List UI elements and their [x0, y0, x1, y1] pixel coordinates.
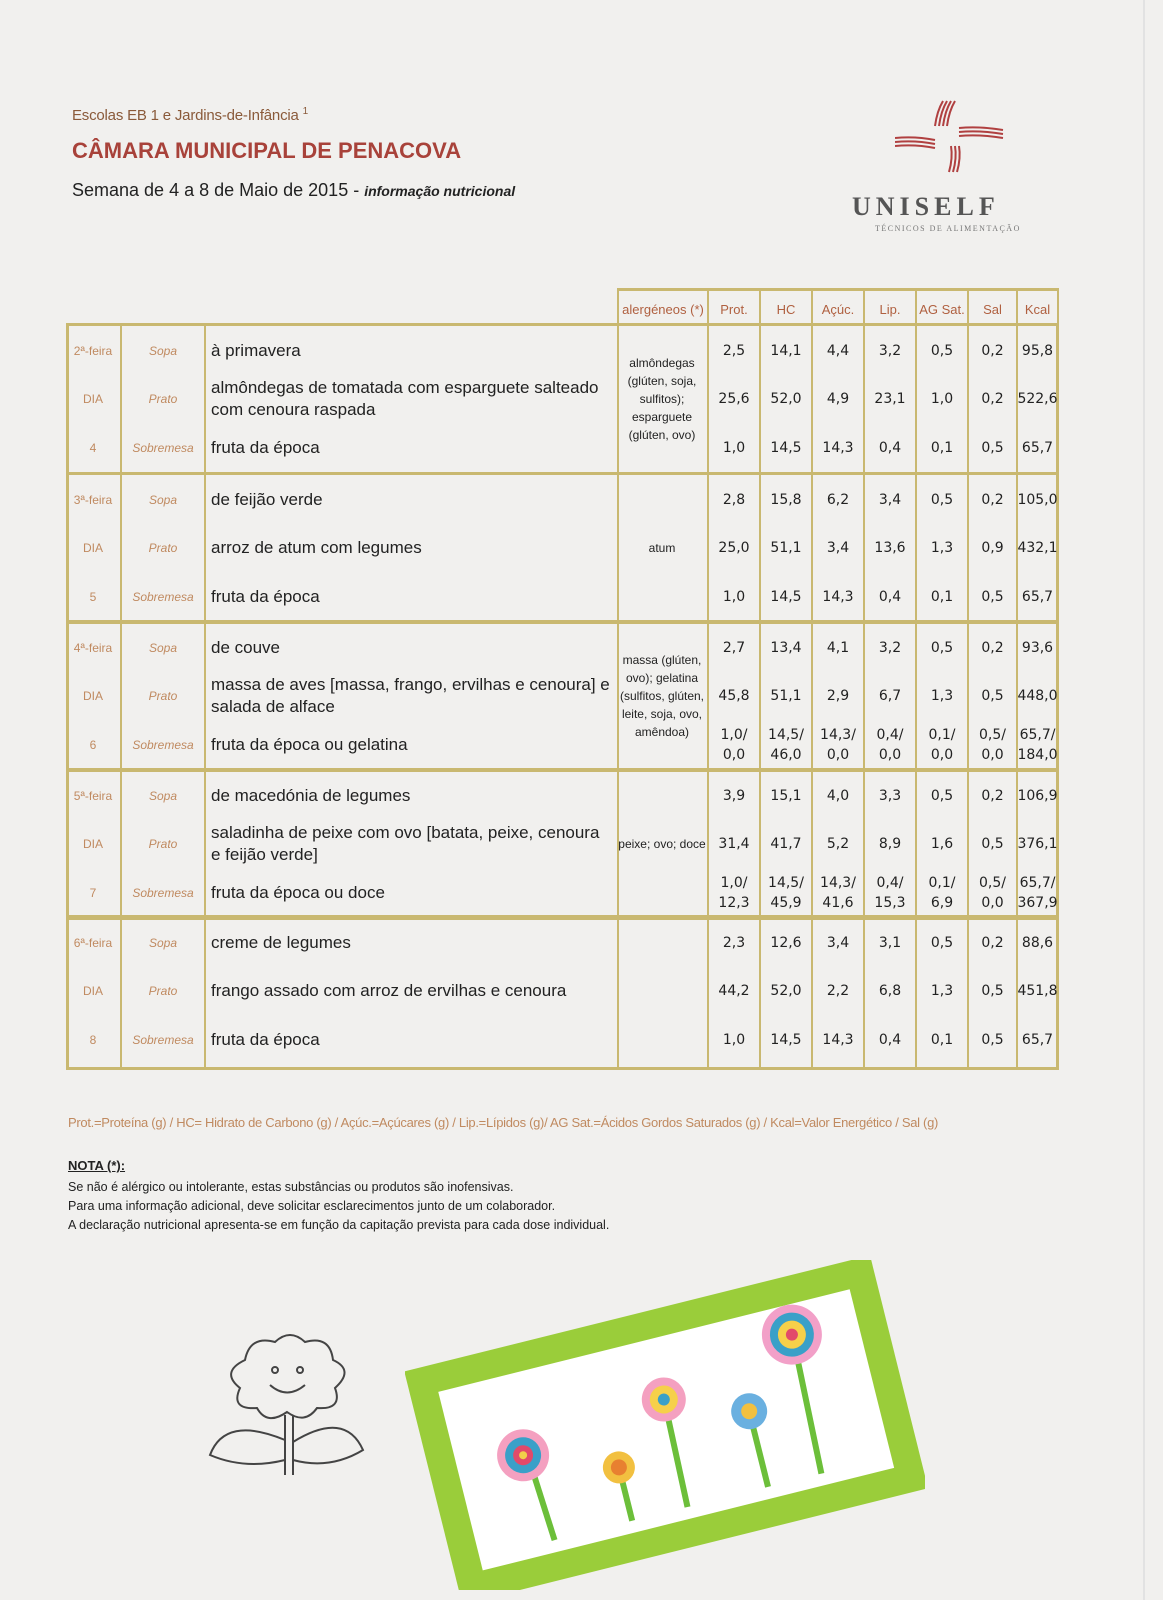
nutrition-value: 1,6: [930, 836, 954, 852]
nutrition-value: 2,5: [722, 343, 746, 359]
nutrition-value: 6,2: [826, 492, 850, 508]
nutrition-value: 2,8: [722, 492, 746, 508]
nutrition-value: 14,1: [770, 343, 802, 359]
nutrition-value: 0,2: [981, 343, 1004, 359]
nutrition-value: 14,5: [770, 589, 802, 605]
nutrition-value: 3,2: [878, 343, 902, 359]
day-label: 2ª-feira: [73, 344, 113, 358]
nutrition-value: 93,6: [1021, 640, 1054, 656]
column-divider: [204, 915, 206, 1070]
col-header-acuc: Açúc.: [821, 302, 855, 317]
nutrition-value: 14,3/ 41,6: [820, 875, 856, 911]
nutrition-value: 6,7: [878, 688, 902, 704]
nutrition-value: 14,5/ 46,0: [768, 727, 804, 763]
nutrition-value: 0,2: [981, 935, 1004, 951]
col-header-allergens: alergéneos (*): [622, 302, 704, 317]
col-header-prot: Prot.: [720, 302, 748, 317]
dish-name: saladinha de peixe com ovo [batata, peixe, cenoura e feijão verde]: [211, 823, 600, 864]
nutrition-value: 4,1: [826, 640, 850, 656]
nutrition-value: 0,2: [981, 640, 1004, 656]
nutrition-value: 0,5: [981, 983, 1004, 999]
week-line: Semana de 4 a 8 de Maio de 2015 - informação nutricional: [72, 180, 516, 200]
nutrition-value: 0,5: [930, 492, 954, 508]
logo-tagline: TÉCNICOS DE ALIMENTAÇÃO: [875, 224, 1021, 233]
page-edge: [1143, 0, 1145, 1600]
day-label: 4ª-feira: [73, 641, 113, 655]
nutrition-value: 0,5/ 0,0: [979, 875, 1006, 911]
col-header-hc: HC: [776, 302, 796, 317]
col-header-lip: Lip.: [879, 302, 901, 317]
nutrition-value: 1,0: [930, 391, 954, 407]
nutrition-value: 0,5/ 0,0: [979, 727, 1006, 763]
nutrition-value: 0,5: [981, 836, 1004, 852]
day-label: 3ª-feira: [73, 493, 113, 507]
course-label: Prato: [148, 984, 178, 998]
nutrition-value: 15,1: [770, 788, 802, 804]
dish-name: arroz de atum com legumes: [211, 538, 422, 557]
nutrition-value: 0,4: [878, 589, 902, 605]
nutrition-value: 4,0: [826, 788, 850, 804]
day-label: DIA: [82, 984, 103, 998]
nutrition-value: 376,1: [1017, 836, 1058, 852]
nutrition-value: 1,3: [930, 688, 954, 704]
allergens-cell: atum: [648, 541, 676, 555]
day-label: DIA: [82, 837, 103, 851]
flower-picture-frame: [405, 1260, 925, 1590]
col-header-sal: Sal: [983, 302, 1002, 317]
course-label: Sopa: [148, 641, 178, 655]
nutrition-value: 14,3: [822, 589, 854, 605]
nutrition-value: 3,4: [826, 540, 850, 556]
nutrition-value: 448,0: [1017, 688, 1058, 704]
day-label: 6ª-feira: [73, 936, 113, 950]
dish-name: fruta da época: [211, 1030, 320, 1049]
nutrition-value: 51,1: [770, 540, 802, 556]
nutrition-value: 1,0: [722, 1032, 746, 1048]
dish-name: fruta da época: [211, 438, 320, 457]
dish-name: creme de legumes: [211, 933, 351, 952]
nutrition-value: 2,7: [722, 640, 746, 656]
nutrition-value: 13,6: [874, 540, 906, 556]
nota-line: A declaração nutricional apresenta-se em função da capitação prevista para cada dose individual.: [68, 1218, 610, 1232]
nutrition-value: 0,4/ 0,0: [876, 727, 904, 763]
nota-line: Se não é alérgico ou intolerante, estas substâncias ou produtos são inofensivas.: [68, 1180, 514, 1194]
nutrition-value: 0,1: [930, 1032, 954, 1048]
nutrition-value: 105,0: [1017, 492, 1058, 508]
nutrition-value: 13,4: [770, 640, 802, 656]
nutrition-value: 65,7: [1021, 589, 1054, 605]
course-label: Sobremesa: [132, 1033, 194, 1047]
nutrition-value: 3,9: [722, 788, 746, 804]
course-label: Prato: [148, 689, 178, 703]
nutrition-value: 3,2: [878, 640, 902, 656]
day-label: DIA: [82, 689, 103, 703]
nutrition-value: 106,9: [1017, 788, 1058, 804]
nutrition-value: 1,3: [930, 983, 954, 999]
nutrition-value: 5,2: [826, 836, 850, 852]
nutrition-value: 0,2: [981, 492, 1004, 508]
allergens-cell: massa (glúten, ovo); gelatina (sulfitos, glúten, leite, soja, ovo, amêndoa): [619, 653, 705, 739]
column-divider: [204, 323, 206, 475]
nutrition-value: 23,1: [874, 391, 906, 407]
dish-name: de feijão verde: [211, 490, 323, 509]
legend: Prot.=Proteína (g) / HC= Hidrato de Carbono (g) / Açúc.=Açúcares (g) / Lip.=Lípidos (g)/ AG Sat.=Ácidos Gordos Saturados (g) / Kcal=Valor Energético / Sal (g): [68, 1115, 939, 1130]
nutrition-value: 14,5/ 45,9: [768, 875, 804, 911]
dish-name: massa de aves [massa, frango, ervilhas e cenoura] e salada de alface: [211, 675, 610, 716]
nutrition-value: 65,7/ 184,0: [1017, 727, 1058, 763]
nutrition-value: 14,3/ 0,0: [820, 727, 856, 763]
nota-line: Para uma informação adicional, deve solicitar esclarecimentos junto de um colaborador.: [68, 1199, 556, 1213]
nutrition-value: 6,8: [878, 983, 902, 999]
col-header-kcal: Kcal: [1024, 302, 1051, 317]
nutrition-value: 0,2: [981, 391, 1004, 407]
nutrition-value: 31,4: [718, 836, 750, 852]
course-label: Prato: [148, 392, 178, 406]
dish-name: fruta da época ou doce: [211, 883, 385, 902]
nutrition-value: 2,9: [826, 688, 850, 704]
nutrition-value: 1,0: [722, 440, 746, 456]
dish-name: almôndegas de tomatada com esparguete salteado com cenoura raspada: [211, 378, 599, 419]
course-label: Sobremesa: [132, 886, 194, 900]
nutrition-value: 3,3: [878, 788, 902, 804]
nutrition-value: 0,5: [930, 935, 954, 951]
logo-name: UNISELF: [852, 192, 1000, 221]
nutrition-value: 0,1: [930, 440, 954, 456]
course-label: Sobremesa: [132, 590, 194, 604]
nutrition-value: 15,8: [770, 492, 802, 508]
nutrition-value: 3,4: [826, 935, 850, 951]
nutrition-value: 25,6: [718, 391, 750, 407]
school-line: Escolas EB 1 e Jardins-de-Infância $^1$: [72, 106, 309, 124]
nutrition-value: 522,6: [1017, 391, 1058, 407]
nutrition-value: 2,3: [722, 935, 746, 951]
dish-name: à primavera: [211, 341, 301, 360]
nutrition-value: 3,1: [878, 935, 902, 951]
nutrition-value: 65,7/ 367,9: [1017, 875, 1058, 911]
day-label: 6: [89, 738, 97, 752]
course-label: Sobremesa: [132, 738, 194, 752]
smiling-flower-icon: [205, 1330, 375, 1480]
nutrition-value: 2,2: [826, 983, 850, 999]
nutrition-value: 25,0: [718, 540, 750, 556]
day-label: DIA: [82, 392, 103, 406]
nutrition-value: 14,3: [822, 1032, 854, 1048]
page-title: CÂMARA MUNICIPAL DE PENACOVA: [72, 138, 462, 163]
nutrition-value: 41,7: [770, 836, 802, 852]
nutrition-value: 0,1/ 0,0: [928, 727, 956, 763]
dish-name: fruta da época ou gelatina: [211, 735, 408, 754]
course-label: Prato: [148, 541, 178, 555]
nutrition-value: 432,1: [1017, 540, 1058, 556]
nutrition-value: 0,5: [930, 788, 954, 804]
nutrition-value: 52,0: [770, 391, 802, 407]
nutrition-value: 0,5: [930, 640, 954, 656]
nutrition-value: 0,5: [981, 1032, 1004, 1048]
nutrition-value: 52,0: [770, 983, 802, 999]
nutrition-value: 1,0/ 0,0: [720, 727, 748, 763]
nutrition-value: 14,5: [770, 440, 802, 456]
column-divider: [204, 620, 206, 772]
nutrition-value: 45,8: [718, 688, 750, 704]
nutrition-value: 0,4: [878, 440, 902, 456]
col-header-ag-sat: AG Sat.: [919, 302, 965, 317]
nutrition-value: 1,0: [722, 589, 746, 605]
nutrition-value: 0,1: [930, 589, 954, 605]
allergens-cell: [617, 918, 707, 1067]
course-label: Sobremesa: [132, 441, 194, 455]
nutrition-value: 1,3: [930, 540, 954, 556]
day-label: 7: [89, 886, 97, 900]
nutrition-value: 44,2: [718, 983, 750, 999]
day-label: 4: [89, 441, 97, 455]
nutrition-value: 4,9: [826, 391, 850, 407]
nutrition-value: 8,9: [878, 836, 902, 852]
nutrition-value: 451,8: [1017, 983, 1058, 999]
nutrition-value: 0,9: [981, 540, 1004, 556]
nutrition-value: 88,6: [1021, 935, 1054, 951]
nutrition-value: 65,7: [1021, 1032, 1054, 1048]
course-label: Sopa: [148, 936, 178, 950]
column-divider: [204, 472, 206, 624]
nutrition-value: 51,1: [770, 688, 802, 704]
dish-name: de couve: [211, 638, 280, 657]
dish-name: de macedónia de legumes: [211, 786, 411, 805]
nutrition-value: 3,4: [878, 492, 902, 508]
day-label: 8: [89, 1033, 97, 1047]
nutrition-value: 0,5: [981, 688, 1004, 704]
day-label: 5: [89, 590, 97, 604]
column-divider: [204, 768, 206, 920]
nutrition-value: 0,5: [930, 343, 954, 359]
nutrition-value: 0,4: [878, 1032, 902, 1048]
nutrition-value: 95,8: [1021, 343, 1054, 359]
allergens-cell: almôndegas (glúten, soja, sulfitos); esparguete (glúten, ovo): [627, 356, 697, 442]
nutrition-value: 14,5: [770, 1032, 802, 1048]
allergens-cell: peixe; ovo; doce: [618, 837, 706, 851]
nutrition-value: 12,6: [770, 935, 802, 951]
nutrition-value: 0,5: [981, 440, 1004, 456]
nutrition-value: 4,4: [826, 343, 850, 359]
course-label: Sopa: [148, 789, 178, 803]
nutrition-value: 0,5: [981, 589, 1004, 605]
uniself-logo-mark: [895, 96, 1015, 176]
nutrition-value: 14,3: [822, 440, 854, 456]
course-label: Sopa: [148, 493, 178, 507]
nutrition-value: 0,2: [981, 788, 1004, 804]
nota-title: NOTA (*):: [68, 1158, 126, 1173]
nutrition-value: 0,4/ 15,3: [874, 875, 906, 911]
nutrition-value: 65,7: [1021, 440, 1054, 456]
course-label: Prato: [148, 837, 178, 851]
course-label: Sopa: [148, 344, 178, 358]
dish-name: fruta da época: [211, 587, 320, 606]
day-label: 5ª-feira: [73, 789, 113, 803]
day-label: DIA: [82, 541, 103, 555]
nutrition-value: 1,0/ 12,3: [718, 875, 750, 911]
nutrition-value: 0,1/ 6,9: [928, 875, 956, 911]
dish-name: frango assado com arroz de ervilhas e cenoura: [211, 981, 567, 1000]
